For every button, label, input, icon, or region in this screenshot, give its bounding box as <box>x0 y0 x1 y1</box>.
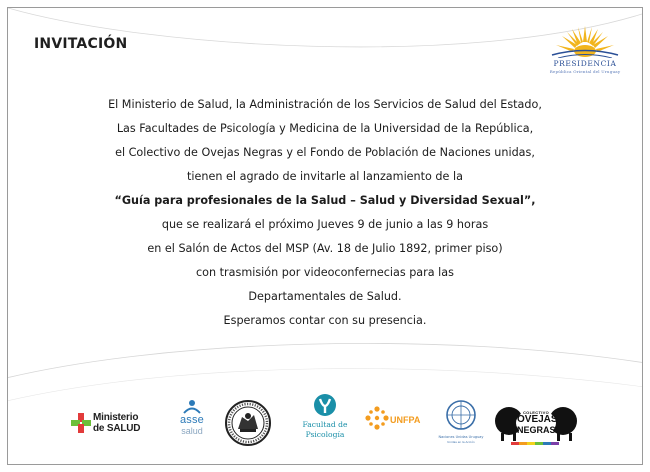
onu-line1: Naciones Unidas Uruguay <box>438 435 484 439</box>
psicologia-symbol-icon <box>295 393 355 419</box>
onu-line2: Unidas en la Acción <box>447 440 475 444</box>
body-line: El Ministerio de Salud, la Administración de los Servicios de Salud del Estado, <box>108 98 542 111</box>
asse-line2: salud <box>181 426 203 436</box>
ovejas-line3: NEGRAS <box>517 425 556 435</box>
body-line: en el Salón de Actos del MSP (Av. 18 de Julio 1892, primer piso) <box>147 242 503 255</box>
invitation-card <box>7 7 643 465</box>
universidad-seal-logo <box>224 399 272 447</box>
sponsor-logos <box>8 393 642 453</box>
body-line: Las Facultades de Psicología y Medicina de la Universidad de la República, <box>116 122 534 135</box>
psicologia-line2: Psicología <box>305 430 345 439</box>
presidencia-logo <box>542 22 628 74</box>
body-line: con trasmisión por videoconfernecias para las <box>196 266 454 279</box>
asse-symbol-icon <box>174 398 210 414</box>
ovejas-negras-logo <box>495 397 577 449</box>
invitation-title: INVITACIÓN <box>34 36 128 52</box>
body-line: que se realizará el próximo Jueves 9 de junio a las 9 horas <box>161 218 489 231</box>
ministerio-line2: de SALUD <box>93 423 141 434</box>
ovejas-line1: COLECTIVO <box>522 410 550 415</box>
guide-title-line: “Guía para profesionales de la Salud – Salud y Diversidad Sexual”, <box>114 194 536 207</box>
ovejas-line2: OVEJAS <box>517 414 558 425</box>
unfpa-logo <box>365 405 421 437</box>
seal-icon <box>224 399 272 447</box>
psicologia-line1: Facultad de <box>302 420 348 429</box>
psicologia-logo <box>295 393 355 449</box>
health-cross-icon <box>71 413 91 433</box>
asse-logo <box>174 397 210 447</box>
presidencia-name: PRESIDENCIA <box>553 59 617 68</box>
ministerio-line1: Ministerio <box>93 412 139 423</box>
body-line: el Colectivo de Ovejas Negras y el Fondo de Población de Naciones unidas, <box>115 146 535 159</box>
body-line: Esperamos contar con su presencia. <box>223 314 427 327</box>
asse-line1: asse <box>179 414 205 426</box>
body-line: Departamentales de Salud. <box>248 290 402 303</box>
ministerio-salud-logo <box>71 409 153 437</box>
unfpa-people-icon <box>365 406 389 436</box>
unfpa-text: UNFPA <box>390 415 421 425</box>
presidencia-subtitle: República Oriental del Uruguay <box>549 69 621 74</box>
invitation-body <box>8 93 642 333</box>
sun-icon <box>550 22 620 58</box>
naciones-unidas-logo <box>436 399 486 449</box>
un-emblem-icon <box>443 399 479 433</box>
body-line: tienen el agrado de invitarle al lanzamiento de la <box>187 170 463 183</box>
